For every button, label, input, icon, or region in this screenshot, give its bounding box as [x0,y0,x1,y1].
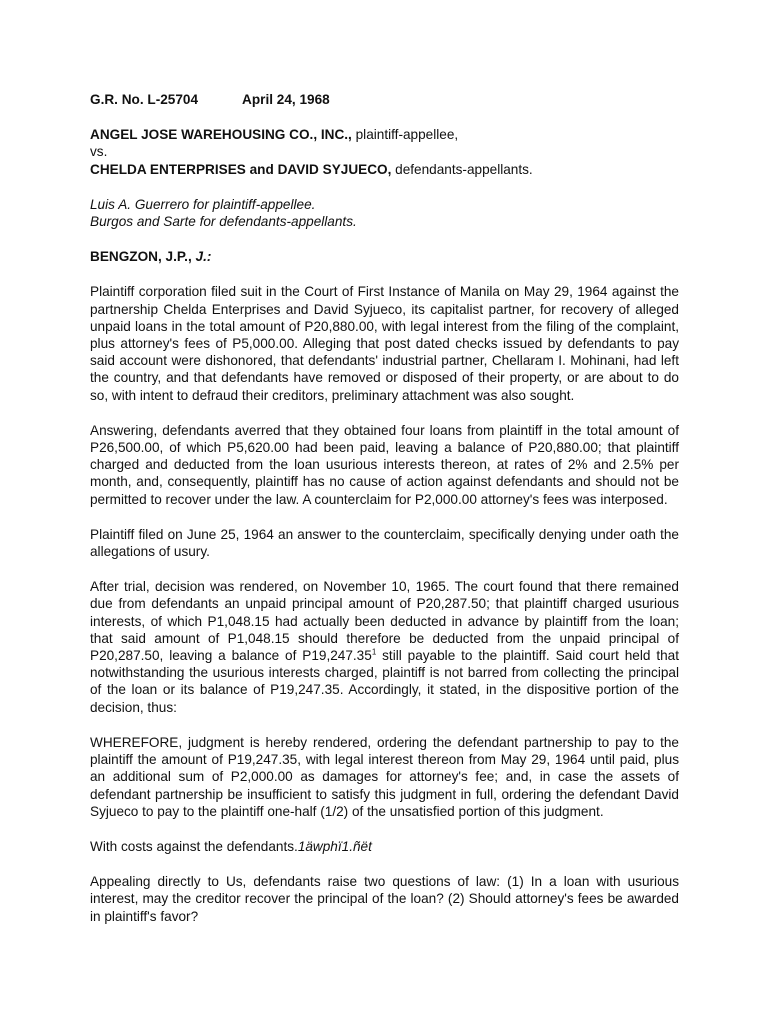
ponente [90,248,679,265]
paragraph-4 [90,578,679,716]
counsel-block [90,196,679,230]
ponente-name: BENGZON, J.P., [90,249,196,265]
paragraph-3: Plaintiff filed on June 25, 1964 an answer to the counterclaim, specifically denying under oath the allegations of usury. [90,526,679,560]
versus: vs. [90,144,108,160]
paragraph-7: Appealing directly to Us, defendants raise two questions of law: (1) In a loan with usurious interest, may the creditor recover the principal of the loan? (2) Should attorney's fees be awarded in plaintiff's favor? [90,874,679,924]
paragraph-2: Answering, defendants averred that they obtained four loans from plaintiff in the total amount of P26,500.00, of which P5,620.00 had been paid, leaving a balance of P20,880.00; that plaintiff charged and deducted from the loan usurious interests thereon, at rates of 2% and 2.5% per month, and, consequently, plaintiff has no cause of action against defendants and should not be permitted to recover under the law. A counterclaim for P2,000.00 attorney's fees was interposed. [90,422,679,507]
paragraph-6-text: With costs against the defendants. [90,838,298,854]
paragraph-6 [90,838,679,855]
document-page [90,91,679,925]
case-number: G.R. No. L-25704 [90,92,199,107]
paragraph-4-text-a: After trial, decision was rendered, on November 10, 1965. The court found that there remained due from defendants an unpaid principal amount of P20,287.50; that plaintiff charged usurious interests, of which P1,048.15 had actually been deducted in advance by plaintiff from the loan; that said amount of P1,048.15 should therefore be deducted from the unpaid principal of P20,287.50, leaving a balance of P19,247.35 [90,579,679,664]
paragraph-4-text-b: still payable to the plaintiff. Said court held that notwithstanding the usurious interests charged, plaintiff is not barred from collecting the principal of the loan or its balance of P19,247.35. Accordingly, it stated, in the dispositive portion of the decision, thus: [90,648,679,715]
decision-date: April 24, 1968 [242,92,330,107]
paragraph-1: Plaintiff corporation filed suit in the Court of First Instance of Manila on May 29, 1964 against the partnership Chelda Enterprises and David Syjueco, its capitalist partner, for recovery of alleged unpaid loans in the total amount of P20,880.00, with legal interest from the filing of the complaint, plus attorney's fees of P5,000.00. Alleging that post dated checks issued by defendants to pay said account were dishonored, that defendants' industrial partner, Chellaram I. Mohinani, had left the country, and that defendants have removed or disposed of their property, or are about to do so, with intent to defraud their creditors, preliminary attachment was also sought. [90,284,679,403]
watermark-text: 1äwphï1.ñët [297,838,372,854]
ponente-title: J.: [195,249,212,265]
case-parties [90,126,679,178]
plaintiff-name: ANGEL JOSE WAREHOUSING CO., INC., [90,127,352,143]
paragraph-5: WHEREFORE, judgment is hereby rendered, ordering the defendant partnership to pay to the plaintiff the amount of P19,247.35, with legal interest thereon from May 29, 1964 until paid, plus an additional sum of P2,000.00 as damages for attorney's fee; and, in case the assets of defendant partnership be insufficient to satisfy this judgment in full, ordering the defendant David Syjueco to pay to the plaintiff one-half (1/2) of the unsatisfied portion of this judgment. [90,734,679,819]
defendant-role: defendants-appellants. [391,161,533,177]
plaintiff-counsel: Luis A. Guerrero for plaintiff-appellee. [90,196,316,212]
plaintiff-line [90,126,679,143]
defendant-line [90,161,679,178]
defendant-counsel: Burgos and Sarte for defendants-appellants. [90,214,357,230]
plaintiff-role: plaintiff-appellee, [351,127,459,143]
case-header [90,91,679,108]
defendant-name: CHELDA ENTERPRISES and DAVID SYJUECO, [90,161,392,177]
footnote-reference[interactable]: 1 [371,647,377,657]
